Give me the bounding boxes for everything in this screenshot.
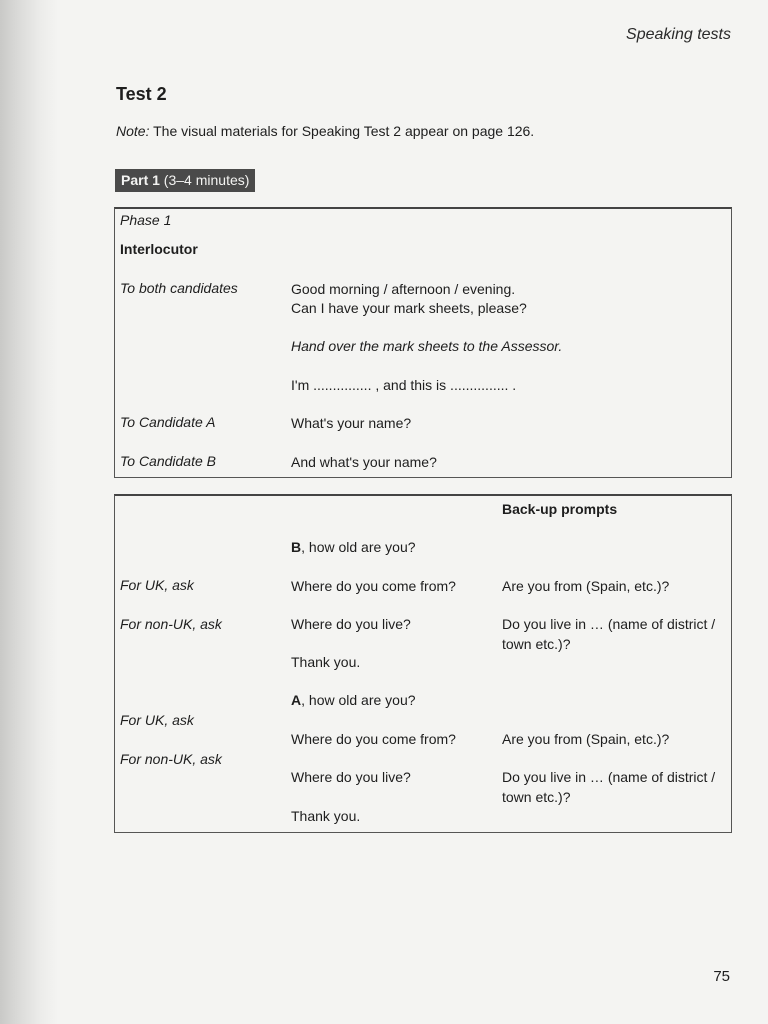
- b-thank-you: Thank you.: [291, 654, 361, 670]
- part-duration: (3–4 minutes): [159, 172, 250, 188]
- a-thank-you: Thank you.: [291, 808, 361, 824]
- part-label: Part 1: [121, 172, 160, 188]
- b-backup-live: Do you live in … (name of district / town etc.)?: [502, 616, 716, 652]
- candidate-b-letter: B: [291, 539, 302, 555]
- to-candidate-a-label: To Candidate A: [120, 414, 216, 430]
- note: [116, 123, 534, 139]
- intro-line: I'm ............... , and this is ............... .: [291, 377, 517, 393]
- page-number: 75: [713, 968, 730, 985]
- a-for-uk-label: For UK, ask: [120, 712, 194, 728]
- running-head: Speaking tests: [626, 26, 731, 43]
- hand-over-instruction: Hand over the mark sheets to the Assessor.: [291, 338, 563, 354]
- candidate-b-question: And what's your name?: [291, 454, 437, 470]
- a-where-live: Where do you live?: [291, 769, 411, 785]
- b-where-from: Where do you come from?: [291, 578, 456, 594]
- note-label: Note:: [116, 123, 150, 139]
- a-backup-from: Are you from (Spain, etc.)?: [502, 731, 670, 747]
- to-candidate-b-label: To Candidate B: [120, 453, 216, 469]
- a-age-question-text: , how old are you?: [301, 692, 416, 708]
- a-where-from: Where do you come from?: [291, 731, 456, 747]
- b-age-question: [291, 537, 416, 557]
- b-backup-from: Are you from (Spain, etc.)?: [502, 578, 670, 594]
- greeting-line: Good morning / afternoon / evening.: [291, 281, 516, 297]
- page-edge-shadow: [0, 0, 58, 1024]
- note-text: The visual materials for Speaking Test 2 appear on page 126.: [149, 123, 535, 139]
- role-label: Interlocutor: [120, 241, 198, 257]
- b-for-uk-label: For UK, ask: [120, 577, 194, 593]
- a-backup-live: Do you live in … (name of district / town etc.)?: [502, 769, 716, 805]
- to-both-label: To both candidates: [120, 280, 238, 296]
- candidate-a-letter: A: [291, 692, 302, 708]
- candidate-a-question: What's your name?: [291, 415, 412, 431]
- phase-box: [114, 207, 732, 478]
- mark-sheets-line: Can I have your mark sheets, please?: [291, 300, 527, 316]
- b-for-non-uk-label: For non-UK, ask: [120, 616, 222, 632]
- backup-prompts-header: Back-up prompts: [502, 501, 618, 517]
- prompts-box: [114, 494, 732, 833]
- b-where-live: Where do you live?: [291, 616, 411, 632]
- b-age-question-text: , how old are you?: [301, 539, 416, 555]
- a-age-question: [291, 690, 416, 710]
- part-badge: [115, 169, 255, 192]
- a-for-non-uk-label: For non-UK, ask: [120, 751, 222, 767]
- test-title: Test 2: [116, 84, 167, 104]
- phase-label: Phase 1: [120, 212, 172, 228]
